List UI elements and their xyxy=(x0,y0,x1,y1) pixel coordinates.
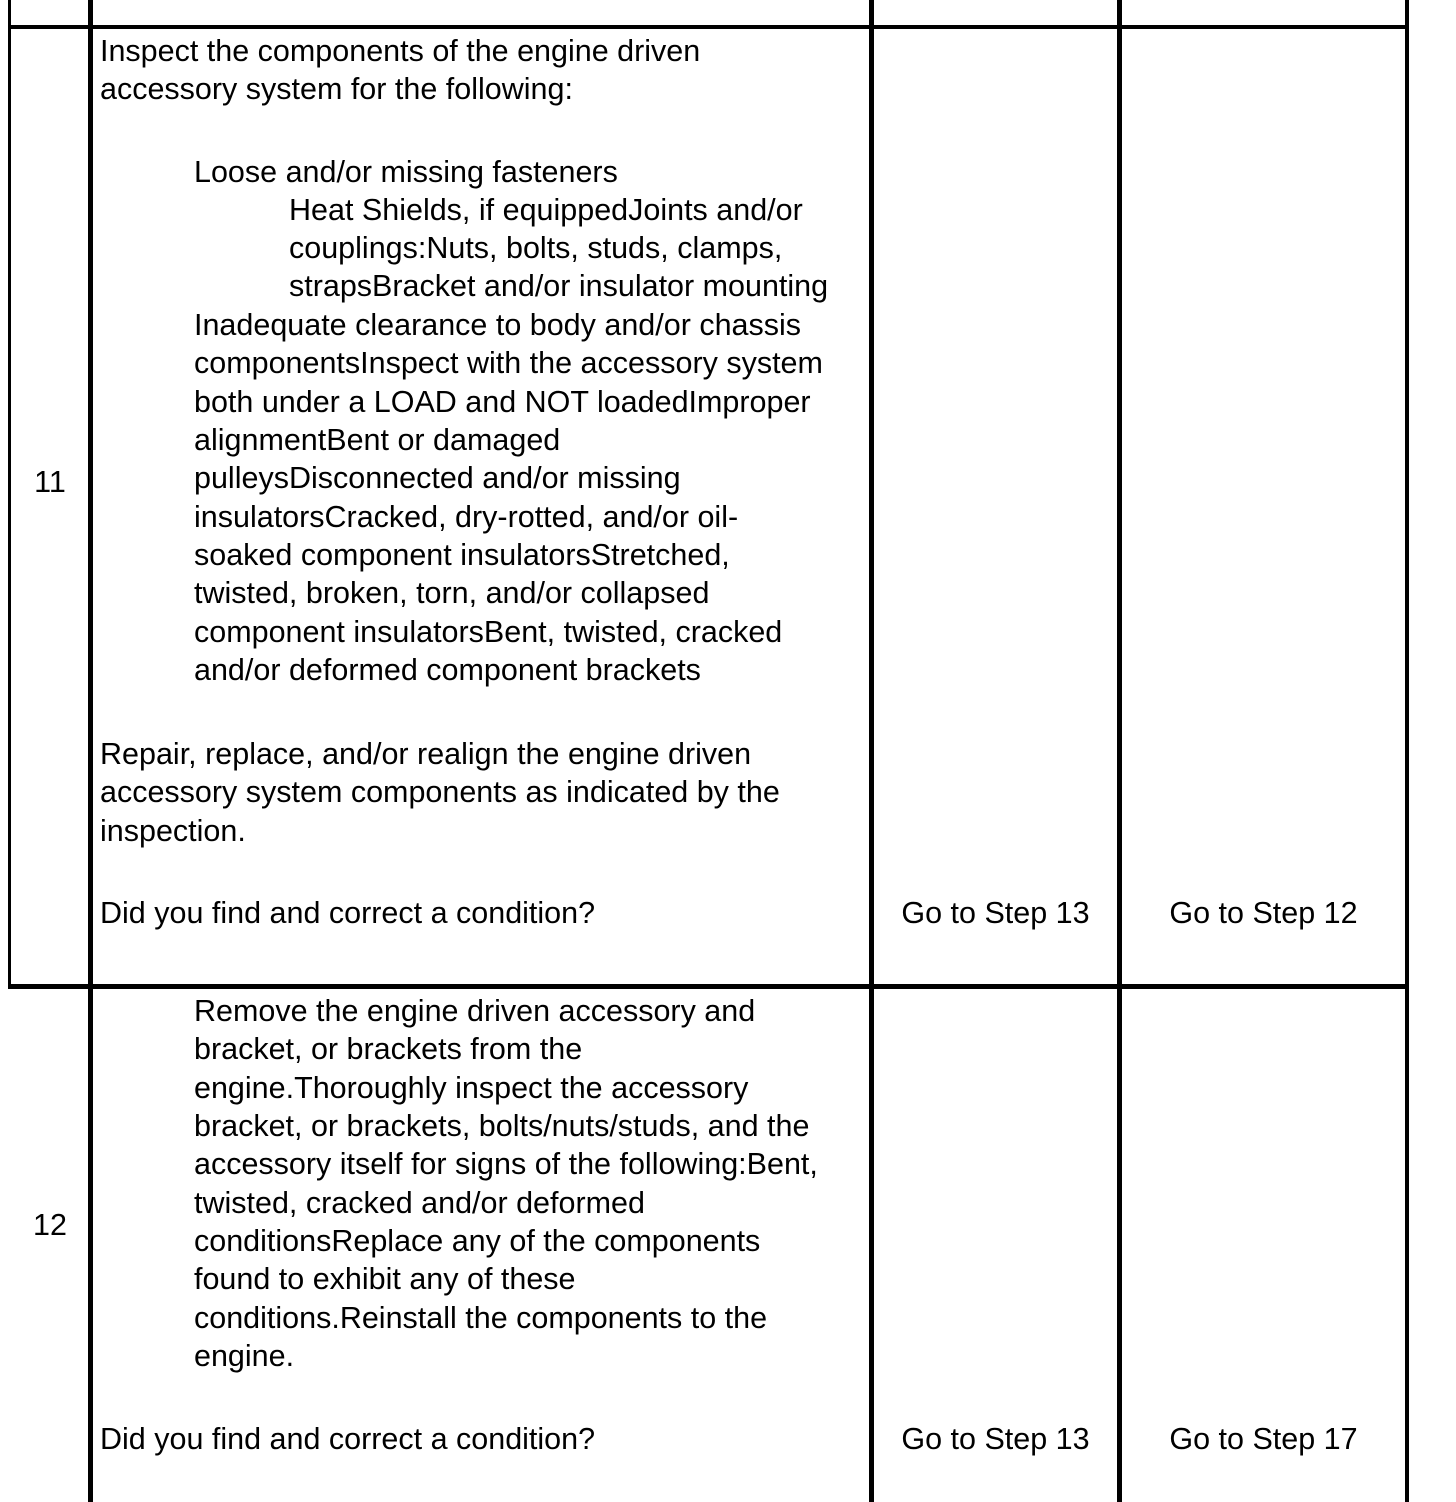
repair-instruction-line: accessory system components as indicated by the xyxy=(100,775,780,809)
step-body-line: conditionsReplace any of the components xyxy=(194,1224,761,1258)
list-item-line: soaked component insulatorsStretched, xyxy=(194,538,730,572)
list-item-line: component insulatorsBent, twisted, cracked xyxy=(194,615,783,649)
sub-list-line: Heat Shields, if equippedJoints and/or xyxy=(289,193,803,227)
step-body-line: conditions.Reinstall the components to the xyxy=(194,1301,768,1335)
row-divider-top xyxy=(8,25,1409,29)
repair-instruction-line: inspection. xyxy=(100,814,246,848)
step-body-line: bracket, or brackets, bolts/nuts/studs, and the xyxy=(194,1109,810,1143)
sub-list-line: strapsBracket and/or insulator mounting xyxy=(289,269,829,303)
yes-action: Go to Step 13 xyxy=(901,1422,1090,1456)
repair-instruction-line: Repair, replace, and/or realign the engine driven xyxy=(100,737,752,771)
column-divider-action xyxy=(869,0,874,1502)
list-item-line: insulatorsCracked, dry-rotted, and/or oil- xyxy=(194,500,739,534)
yes-action: Go to Step 13 xyxy=(901,896,1090,930)
table-border-right xyxy=(1405,0,1409,1502)
step-body-line: engine. xyxy=(194,1339,295,1373)
row-divider-middle xyxy=(8,984,1409,989)
no-action: Go to Step 12 xyxy=(1169,896,1358,930)
list-item-line: twisted, broken, torn, and/or collapsed xyxy=(194,576,710,610)
step-body-line: accessory itself for signs of the following:Bent, xyxy=(194,1147,818,1181)
step-body-line: twisted, cracked and/or deformed xyxy=(194,1186,645,1220)
list-item-line: pulleysDisconnected and/or missing xyxy=(194,461,681,495)
no-action: Go to Step 17 xyxy=(1169,1422,1358,1456)
column-divider-yes xyxy=(1117,0,1122,1502)
step-intro-line: Inspect the components of the engine driven xyxy=(100,34,701,68)
list-item-line: both under a LOAD and NOT loadedImproper xyxy=(194,385,811,419)
step-question: Did you find and correct a condition? xyxy=(100,1422,596,1456)
step-body-line: engine.Thoroughly inspect the accessory xyxy=(194,1071,749,1105)
step-intro-line: accessory system for the following: xyxy=(100,72,573,106)
step-question: Did you find and correct a condition? xyxy=(100,896,596,930)
step-number: 11 xyxy=(34,465,66,499)
sub-list-line: couplings:Nuts, bolts, studs, clamps, xyxy=(289,231,783,265)
list-item-line: Inadequate clearance to body and/or chassis xyxy=(194,308,802,342)
step-body-line: bracket, or brackets from the xyxy=(194,1032,583,1066)
list-item-line: and/or deformed component brackets xyxy=(194,653,701,687)
step-body-line: found to exhibit any of these xyxy=(194,1262,576,1296)
step-number: 12 xyxy=(33,1208,67,1242)
list-item-line: alignmentBent or damaged xyxy=(194,423,561,457)
column-divider-step xyxy=(88,0,93,1502)
list-item: Loose and/or missing fasteners xyxy=(194,155,618,189)
step-body-line: Remove the engine driven accessory and xyxy=(194,994,756,1028)
list-item-line: componentsInspect with the accessory system xyxy=(194,346,823,380)
